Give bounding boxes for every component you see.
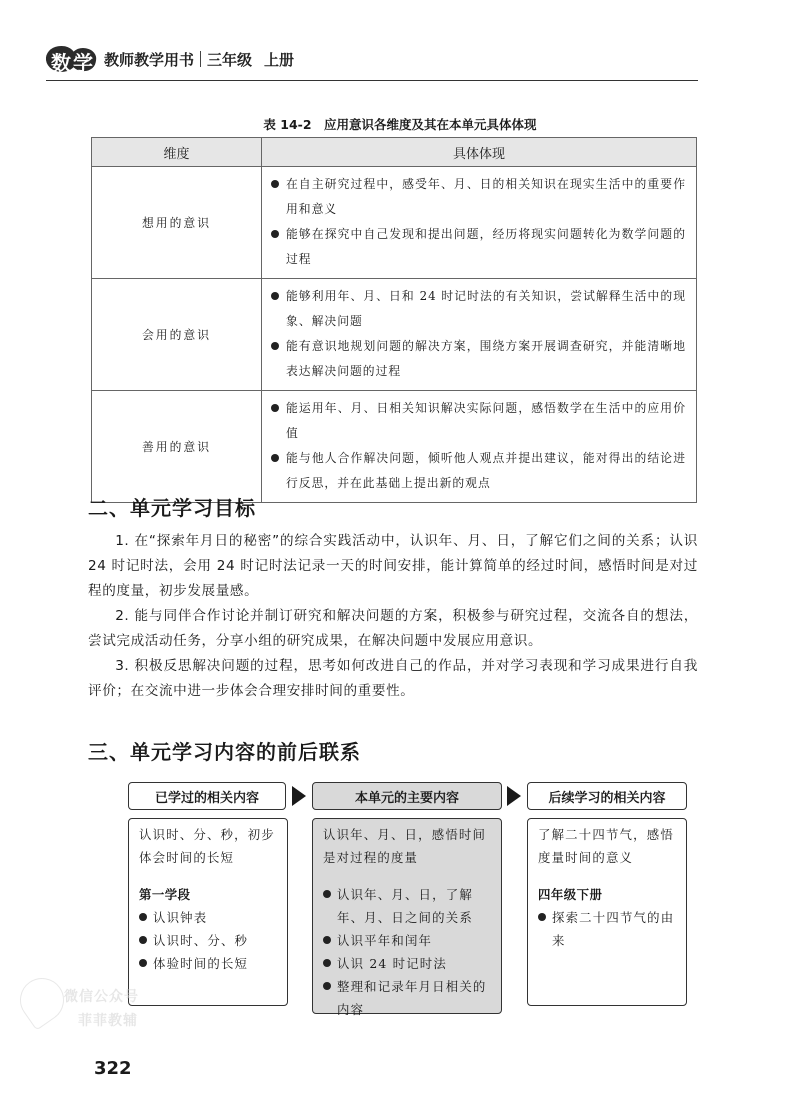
bullet-icon: [323, 890, 331, 898]
bullet-icon: [271, 454, 279, 462]
flow-box-future: [527, 818, 687, 1006]
logo-char-2: 学: [73, 51, 93, 75]
flow-subheading: 第一学段: [139, 887, 191, 902]
list-item: 能有意识地规划问题的解决方案，围绕方案开展调查研究，并能清晰地表达解决问题的过程: [270, 334, 686, 384]
list-item: 整理和记录年月日相关的内容: [323, 975, 493, 1021]
section-title-goals: 二、单元学习目标: [88, 496, 256, 520]
list-item: 认识 24 时记时法: [323, 952, 493, 975]
description-cell: [262, 279, 697, 391]
list-item: 探索二十四节气的由来: [538, 906, 678, 952]
goal-paragraph: 1. 在“探索年月日的秘密”的综合实践活动中，认识年、月、日，了解它们之间的关系；认识 24 时记时法，会用 24 时记时法记录一天的时间安排，能计算简单的经过时间，感悟时间是对过程的度量，初步发展量感。: [88, 533, 698, 599]
flow-heading-current: 本单元的主要内容: [312, 782, 502, 810]
goals-text: [88, 529, 698, 704]
math-logo: [46, 44, 98, 74]
book-title: 教师教学用书: [104, 50, 195, 69]
list-item: 认识时、分、秒: [139, 929, 279, 952]
watermark-line-1: 微信公众号: [64, 989, 139, 1005]
bullet-icon: [271, 180, 279, 188]
list-item: 能够在探究中自己发现和提出问题，经历将现实问题转化为数学问题的过程: [270, 222, 686, 272]
arrow-right-icon: [507, 786, 521, 806]
flow-heading-prior: 已学过的相关内容: [128, 782, 286, 810]
table-row: [92, 391, 697, 503]
bullet-icon: [538, 913, 546, 921]
flow-intro: 了解二十四节气，感悟度量时间的意义: [538, 827, 674, 865]
list-item: 体验时间的长短: [139, 952, 279, 975]
volume-label: 上册: [264, 50, 295, 69]
bullet-icon: [139, 913, 147, 921]
bullet-icon: [323, 936, 331, 944]
goal-paragraph: 2. 能与同伴合作讨论并制订研究和解决问题的方案，积极参与研究过程，交流各自的想法，尝试完成活动任务，分享小组的研究成果，在解决问题中发展应用意识。: [88, 608, 698, 649]
list-item: 能够利用年、月、日和 24 时记时法的有关知识，尝试解释生活中的现象、解决问题: [270, 284, 686, 334]
dimension-cell: 会用的意识: [92, 279, 262, 391]
dimension-cell: 想用的意识: [92, 167, 262, 279]
table-header-row: [92, 138, 697, 167]
flow-intro: 认识时、分、秒，初步体会时间的长短: [139, 827, 275, 865]
list-item: 能运用年、月、日相关知识解决实际问题，感悟数学在生活中的应用价值: [270, 396, 686, 446]
bullet-icon: [323, 959, 331, 967]
header-text: [104, 49, 294, 70]
list-item: 认识钟表: [139, 906, 279, 929]
description-cell: [262, 391, 697, 503]
flow-box-prior: [128, 818, 288, 1006]
goal-paragraph: 3. 积极反思解决问题的过程，思考如何改进自己的作品，并对学习表现和学习成果进行自我评价；在交流中进一步体会合理安排时间的重要性。: [88, 658, 698, 699]
bullet-icon: [323, 982, 331, 990]
grade-label: 三年级: [207, 50, 253, 69]
page-number: 322: [94, 1058, 132, 1079]
bullet-icon: [271, 292, 279, 300]
table-row: [92, 279, 697, 391]
logo-char-1: 数: [51, 51, 71, 75]
list-item: 在自主研究过程中，感受年、月、日的相关知识在现实生活中的重要作用和意义: [270, 172, 686, 222]
flow-subheading: 四年级下册: [538, 887, 603, 902]
list-item: 能与他人合作解决问题，倾听他人观点并提出建议，能对得出的结论进行反思，并在此基础上提出新的观点: [270, 446, 686, 496]
bullet-icon: [139, 936, 147, 944]
watermark-line-2: 菲菲教辅: [78, 1013, 138, 1029]
table-row: [92, 167, 697, 279]
dimension-table: [91, 137, 697, 503]
list-item: 认识平年和闰年: [323, 929, 493, 952]
header-rule: [46, 80, 698, 81]
header-divider: [200, 51, 201, 67]
running-header: [46, 44, 294, 74]
table-caption: 表 14-2 应用意识各维度及其在本单元具体体现: [263, 117, 537, 132]
bullet-icon: [139, 959, 147, 967]
description-cell: [262, 167, 697, 279]
arrow-right-icon: [292, 786, 306, 806]
dimension-cell: 善用的意识: [92, 391, 262, 503]
col-header-dimension: 维度: [92, 138, 262, 167]
list-item: 认识年、月、日，了解年、月、日之间的关系: [323, 883, 493, 929]
col-header-description: 具体体现: [262, 138, 697, 167]
section-title-connections: 三、单元学习内容的前后联系: [88, 740, 361, 764]
flow-box-current: [312, 818, 502, 1017]
bullet-icon: [271, 230, 279, 238]
watermark: [20, 972, 140, 1042]
flow-intro: 认识年、月、日，感悟时间是对过程的度量: [323, 827, 487, 865]
bullet-icon: [271, 342, 279, 350]
bullet-icon: [271, 404, 279, 412]
flow-heading-future: 后续学习的相关内容: [527, 782, 687, 810]
